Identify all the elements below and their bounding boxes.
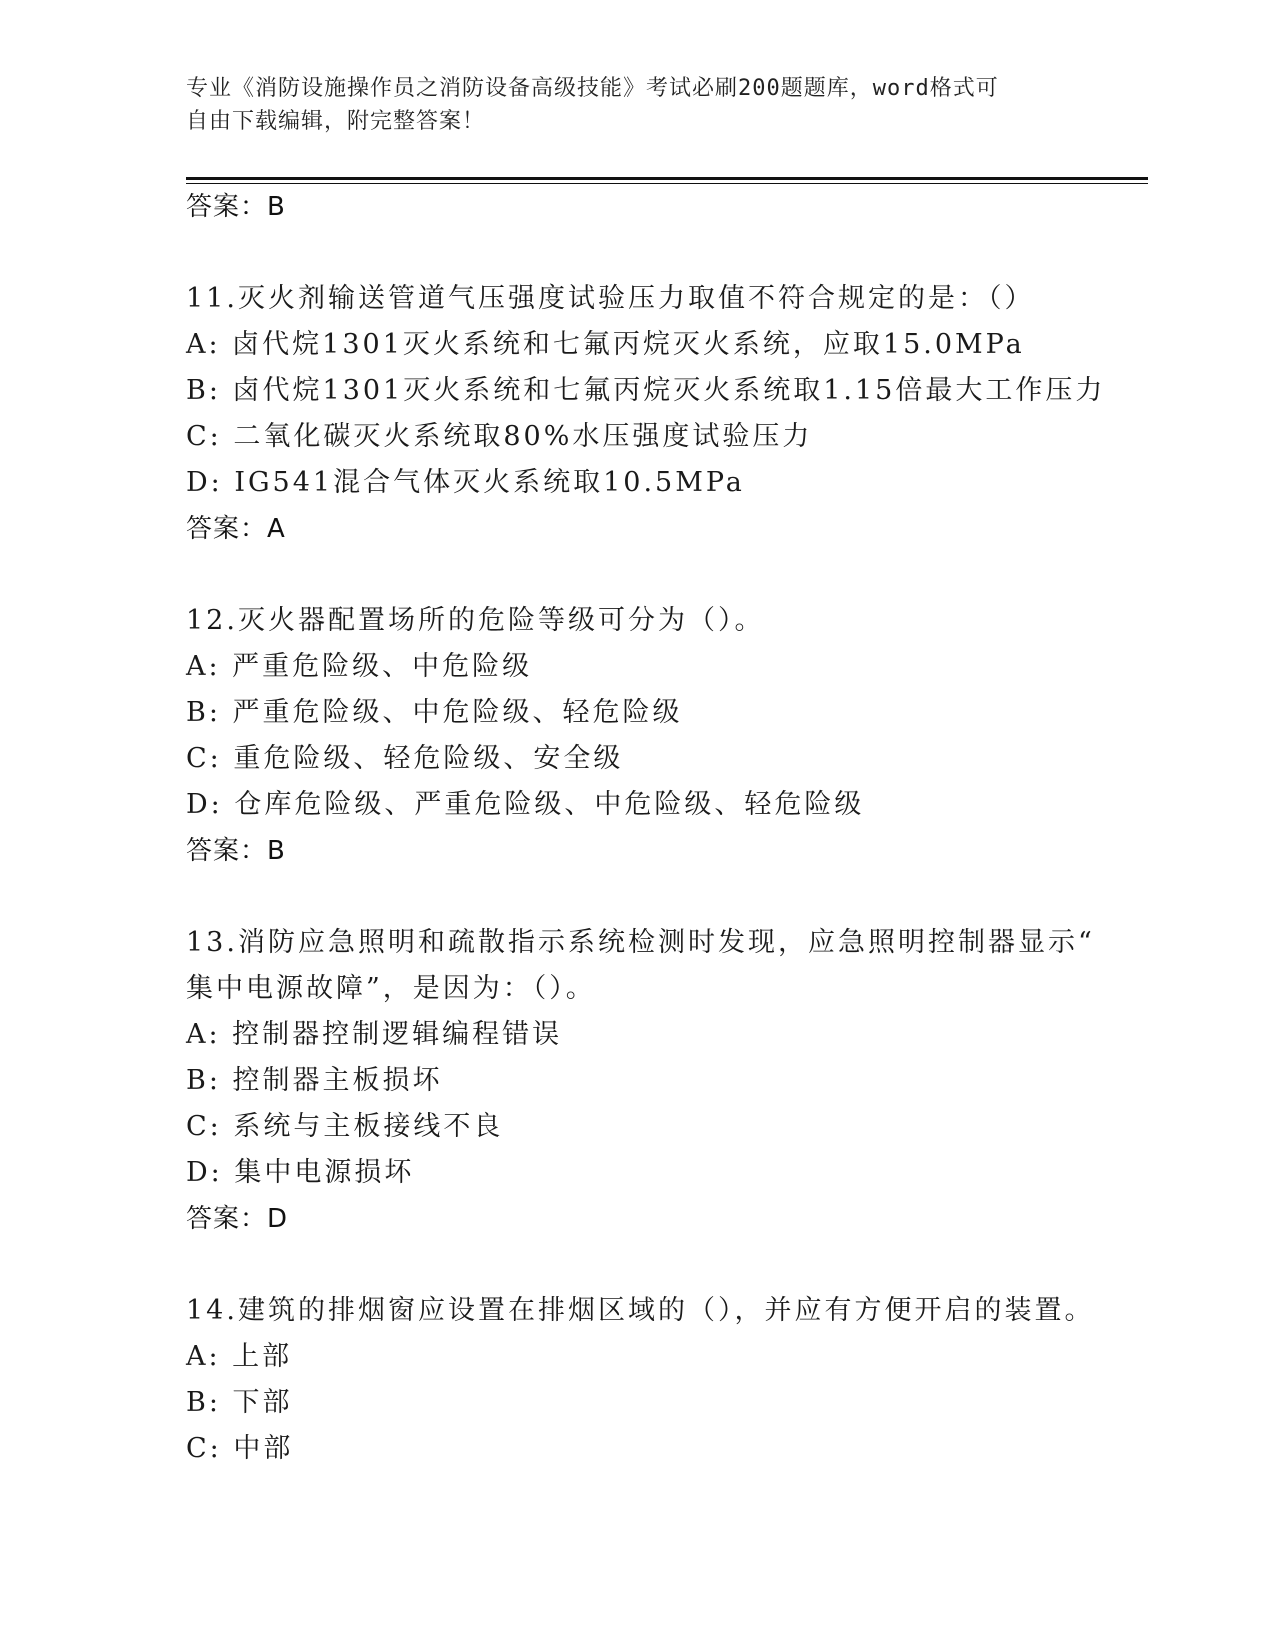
question-stem-line-2: 集中电源故障”，是因为：（）。 <box>186 973 596 1004</box>
option-a: A: 控制器控制逻辑编程错误 <box>186 1019 563 1050</box>
option-c: C: 二氧化碳灭火系统取80%水压强度试验压力 <box>186 421 813 452</box>
answer-label: 答案：D <box>186 1204 289 1234</box>
question-stem: 11.灭火剂输送管道气压强度试验压力取值不符合规定的是：（） <box>186 283 1035 314</box>
question-11 <box>186 282 1106 558</box>
spacer <box>186 558 1086 604</box>
option-b: B: 卤代烷1301灭火系统和七氟丙烷灭火系统取1.15倍最大工作压力 <box>186 375 1106 406</box>
header-line-2: 自由下载编辑，附完整答案！ <box>186 109 486 134</box>
option-a: A: 上部 <box>186 1341 293 1372</box>
header-divider-thick <box>186 177 1148 180</box>
question-stem-line-1: 13.消防应急照明和疏散指示系统检测时发现，应急照明控制器显示“ <box>186 927 1095 958</box>
spacer <box>186 880 1086 926</box>
previous-answer: 答案：B <box>186 192 286 222</box>
question-14 <box>186 1294 1095 1478</box>
option-a: A: 严重危险级、中危险级 <box>186 651 533 682</box>
document-header <box>186 72 1086 138</box>
spacer <box>186 236 1086 282</box>
option-d: D: 集中电源损坏 <box>186 1157 415 1188</box>
header-line-1: 专业《消防设施操作员之消防设备高级技能》考试必刷200题题库，word格式可 <box>186 76 999 101</box>
spacer <box>186 1248 1086 1294</box>
option-d: D: 仓库危险级、严重危险级、中危险级、轻危险级 <box>186 789 865 820</box>
answer-label: 答案：A <box>186 514 286 544</box>
option-c: C: 重危险级、轻危险级、安全级 <box>186 743 624 774</box>
question-stem: 14.建筑的排烟窗应设置在排烟区域的（），并应有方便开启的装置。 <box>186 1295 1095 1326</box>
option-b: B: 控制器主板损坏 <box>186 1065 443 1096</box>
question-12 <box>186 604 1086 880</box>
header-divider-thin <box>186 183 1148 184</box>
option-d: D: IG541混合气体灭火系统取10.5MPa <box>186 467 745 498</box>
option-b: B: 下部 <box>186 1387 293 1418</box>
option-b: B: 严重危险级、中危险级、轻危险级 <box>186 697 683 728</box>
question-stem: 12.灭火器配置场所的危险等级可分为（）。 <box>186 605 765 636</box>
answer-label: 答案：B <box>186 836 286 866</box>
option-c: C: 系统与主板接线不良 <box>186 1111 504 1142</box>
option-a: A: 卤代烷1301灭火系统和七氟丙烷灭火系统，应取15.0MPa <box>186 329 1025 360</box>
question-list <box>186 190 1106 1478</box>
question-13 <box>186 926 1095 1248</box>
option-c: C: 中部 <box>186 1433 294 1464</box>
